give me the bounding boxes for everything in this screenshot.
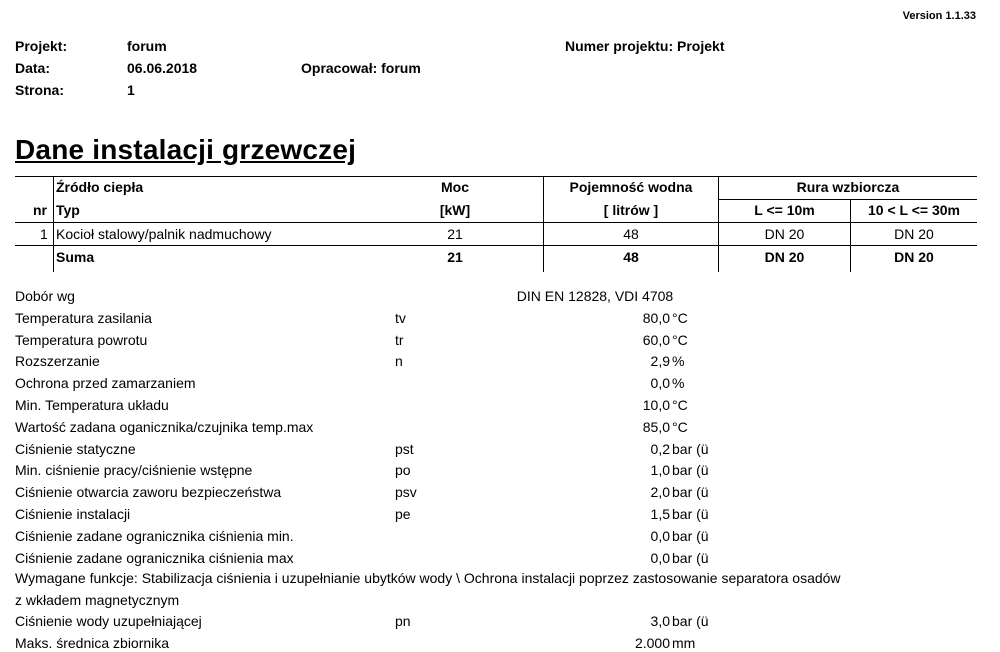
page-label: Strona: (15, 82, 64, 98)
param-label: Dobór wg (15, 288, 75, 304)
project-label: Projekt: (15, 38, 68, 54)
date-value: 06.06.2018 (127, 60, 198, 76)
author: Opracował: forum (301, 60, 421, 76)
param-value: 60,0 (642, 331, 670, 348)
header-volume-unit: [ litrów ] (603, 202, 659, 218)
param-label: Ciśnienie zadane ogranicznika ciśnienia max (15, 549, 294, 566)
param-unit: bar (ü (672, 462, 709, 479)
param-label: Min. ciśnienie pracy/ciśnienie wstępne (15, 462, 253, 479)
param-symbol: tv (395, 309, 406, 326)
param-value: 0,0 (650, 527, 670, 544)
param-unit: % (672, 353, 685, 370)
param-value: 0,2 (650, 440, 670, 457)
param-unit: °C (672, 331, 688, 348)
project-value: forum (127, 38, 167, 54)
pipe-subheader-rule (718, 199, 977, 200)
param-value: 0,0 (650, 549, 670, 566)
param-unit: bar (ü (672, 549, 709, 566)
param-symbol: po (395, 462, 411, 479)
param-label: Rozszerzanie (15, 353, 100, 370)
param-value: 10,0 (642, 397, 670, 413)
table-top-rule (15, 176, 977, 177)
functions-line-2: z wkładem magnetycznym (15, 592, 180, 608)
sum-power: 21 (447, 249, 463, 265)
param-symbol: n (395, 353, 403, 370)
sum-volume: 48 (623, 249, 639, 265)
param-value: 80,0 (642, 309, 670, 326)
param-value: DIN EN 12828, VDI 4708 (516, 288, 674, 304)
sum-pipe-b: DN 20 (894, 249, 934, 265)
param-label: Ciśnienie zadane ogranicznika ciśnienia min. (15, 527, 294, 544)
param-symbol: tr (395, 331, 404, 348)
param-label: Temperatura powrotu (15, 331, 148, 348)
param-value: 0,0 (650, 375, 670, 392)
row-volume: 48 (623, 226, 639, 242)
functions-line-1: Wymagane funkcje: Stabilizacja ciśnienia i uzupełnianie ubytków wody \ Ochrona instalacji poprzez zastosowanie separatora osadów (15, 570, 841, 586)
param-label: Ciśnienie wody uzupełniającej (15, 613, 202, 629)
page-value: 1 (127, 82, 135, 98)
param-unit: mm (672, 634, 696, 651)
row-type: Kocioł stalowy/palnik nadmuchowy (56, 226, 272, 242)
param-label: Ochrona przed zamarzaniem (15, 375, 196, 392)
header-power-unit: [kW] (439, 202, 471, 218)
param-label: Ciśnienie statyczne (15, 440, 136, 457)
header-power: Moc (441, 179, 469, 195)
param-label: Maks. średnica zbiornika (15, 634, 170, 651)
param-label: Temperatura zasilania (15, 309, 152, 326)
table-row-rule (15, 245, 977, 246)
param-unit: °C (672, 418, 688, 435)
param-unit: bar (ü (672, 440, 709, 457)
row-nr: 1 (40, 226, 48, 242)
param-value: 3,0 (650, 613, 670, 629)
param-label: Wartość zadana oganicznika/czujnika temp.max (15, 418, 314, 435)
date-label: Data: (15, 60, 51, 76)
col-divider-1 (53, 177, 54, 272)
param-unit: bar (ü (672, 506, 709, 522)
param-unit: °C (672, 309, 688, 326)
param-symbol: pst (395, 440, 414, 457)
param-value: 85,0 (642, 418, 670, 435)
param-symbol: pe (395, 506, 411, 522)
row-pipe-a: DN 20 (764, 226, 805, 242)
param-unit: % (672, 375, 685, 392)
header-pipe-a: L <= 10m (754, 202, 815, 218)
param-unit: °C (672, 397, 688, 413)
sum-pipe-a: DN 20 (764, 249, 805, 265)
header-pipe-b: 10 < L <= 30m (868, 202, 960, 218)
param-label: Min. Temperatura układu (15, 397, 169, 413)
param-value: 1,0 (650, 462, 670, 479)
version-label: Version 1.1.33 (902, 10, 976, 22)
param-unit: bar (ü (672, 484, 709, 501)
param-value: 2,0 (650, 484, 670, 501)
param-unit: bar (ü (672, 527, 709, 544)
row-pipe-b: DN 20 (894, 226, 934, 242)
table-header-rule (15, 222, 977, 223)
param-value: 2,9 (650, 353, 670, 370)
sum-label: Suma (56, 249, 95, 265)
param-symbol: pn (395, 613, 411, 629)
header-pipe: Rura wzbiorcza (796, 179, 900, 195)
param-value: 1,5 (650, 506, 670, 522)
row-power: 21 (447, 226, 463, 242)
param-label: Ciśnienie otwarcia zaworu bezpieczeństwa (15, 484, 282, 501)
header-type: Typ (56, 202, 80, 218)
header-source: Źródło ciepła (56, 179, 144, 195)
page-title: Dane instalacji grzewczej (15, 134, 357, 165)
param-label: Ciśnienie instalacji (15, 506, 131, 522)
header-volume: Pojemność wodna (569, 179, 693, 195)
param-symbol: psv (395, 484, 417, 501)
param-unit: bar (ü (672, 613, 709, 629)
project-number: Numer projektu: Projekt (565, 38, 725, 54)
param-value: 2.000 (634, 634, 670, 651)
header-nr: nr (33, 202, 47, 218)
